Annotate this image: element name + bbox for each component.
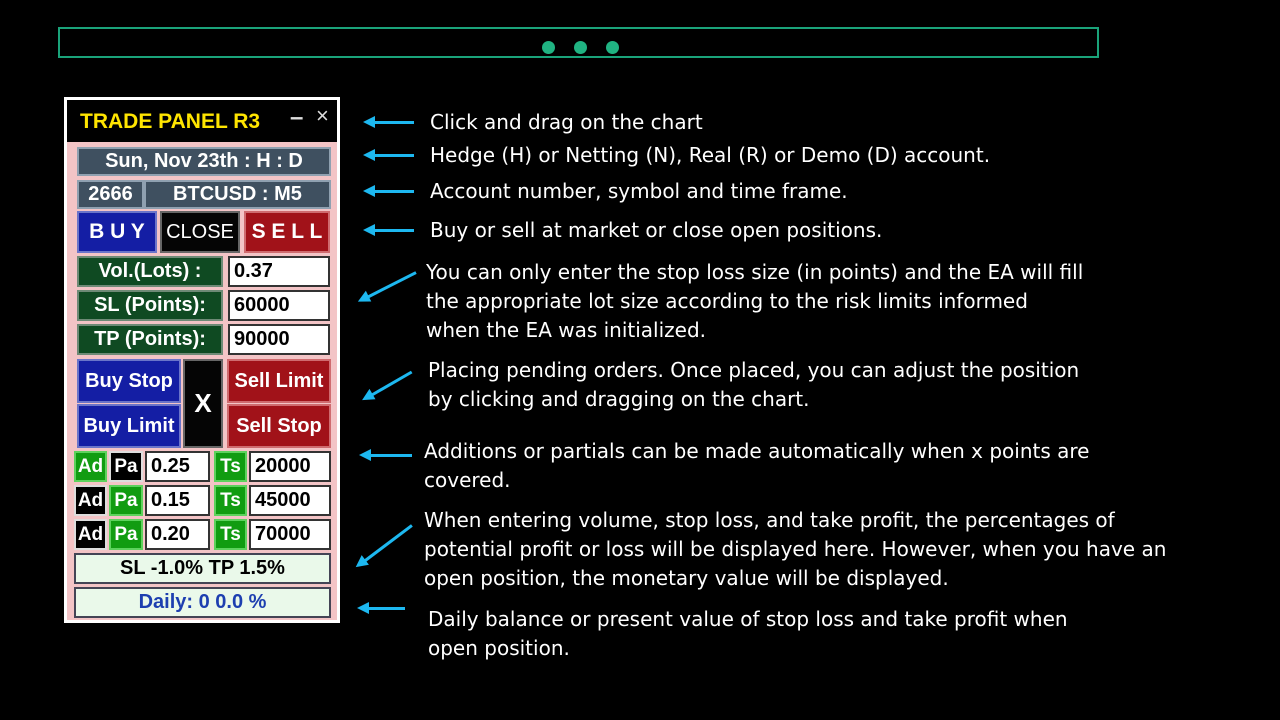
note-percent-2: potential profit or loss will be displayed here. However, when you have an <box>424 537 1167 561</box>
tp-points-input[interactable]: 90000 <box>228 324 330 355</box>
note-stop-loss-2: the appropriate lot size according to the risk limits informed <box>426 289 1028 313</box>
arrow-left-icon <box>367 607 405 610</box>
sl-points-label: SL (Points): <box>77 290 223 321</box>
arrow-left-icon <box>373 154 414 157</box>
partial-volume-input[interactable]: 0.25 <box>145 451 210 482</box>
partial-volume-input[interactable]: 0.15 <box>145 485 210 516</box>
close-positions-button[interactable]: CLOSE <box>160 211 240 253</box>
partial-toggle[interactable]: Pa <box>109 485 143 516</box>
note-pending-2: by clicking and dragging on the chart. <box>428 387 810 411</box>
dot-icon <box>606 41 619 54</box>
sell-button[interactable]: S E L L <box>244 211 330 253</box>
trigger-points-input[interactable]: 70000 <box>249 519 331 550</box>
partial-volume-input[interactable]: 0.20 <box>145 519 210 550</box>
note-daily-2: open position. <box>428 636 570 660</box>
arrow-left-icon <box>373 229 414 232</box>
sl-points-input[interactable]: 60000 <box>228 290 330 321</box>
add-toggle[interactable]: Ad <box>74 451 107 482</box>
volume-label: Vol.(Lots) : <box>77 256 223 287</box>
trade-panel <box>64 97 340 623</box>
note-drag: Click and drag on the chart <box>430 110 703 134</box>
tp-points-label: TP (Points): <box>77 324 223 355</box>
panel-title: TRADE PANEL R3 <box>80 110 261 133</box>
sl-tp-percent-display: SL -1.0% TP 1.5% <box>74 553 331 584</box>
buy-stop-button[interactable]: Buy Stop <box>77 359 181 403</box>
arrow-left-icon <box>369 454 412 457</box>
volume-input[interactable]: 0.37 <box>228 256 330 287</box>
note-partials-1: Additions or partials can be made automatically when x points are <box>424 439 1090 463</box>
buy-button[interactable]: B U Y <box>77 211 157 253</box>
daily-balance-display: Daily: 0 0.0 % <box>74 587 331 618</box>
dot-icon <box>574 41 587 54</box>
note-percent-3: open position, the monetary value will be displayed. <box>424 566 949 590</box>
arrow-diagonal-icon <box>363 524 413 563</box>
close-button[interactable]: × <box>316 103 329 128</box>
trailing-toggle[interactable]: Ts <box>214 451 247 482</box>
note-account-symbol: Account number, symbol and time frame. <box>430 179 848 203</box>
window-top-bar <box>58 27 1099 58</box>
partial-toggle[interactable]: Pa <box>109 519 143 550</box>
sell-stop-button[interactable]: Sell Stop <box>227 404 331 448</box>
buy-limit-button[interactable]: Buy Limit <box>77 404 181 448</box>
dot-icon <box>542 41 555 54</box>
trigger-points-input[interactable]: 20000 <box>249 451 331 482</box>
minimize-button[interactable]: – <box>290 104 304 131</box>
note-stop-loss-3: when the EA was initialized. <box>426 318 707 342</box>
date-account-type: Sun, Nov 23th : H : D <box>77 147 331 176</box>
symbol-timeframe: BTCUSD : M5 <box>144 180 331 209</box>
note-pending-1: Placing pending orders. Once placed, you can adjust the position <box>428 358 1080 382</box>
trailing-toggle[interactable]: Ts <box>214 485 247 516</box>
note-stop-loss-1: You can only enter the stop loss size (in points) and the EA will fill <box>426 260 1084 284</box>
cancel-pending-button[interactable]: X <box>183 359 223 448</box>
arrow-diagonal-icon <box>370 371 412 397</box>
note-account-type: Hedge (H) or Netting (N), Real (R) or Demo (D) account. <box>430 143 991 167</box>
note-market-orders: Buy or sell at market or close open positions. <box>430 218 883 242</box>
trailing-toggle[interactable]: Ts <box>214 519 247 550</box>
arrow-diagonal-icon <box>366 271 416 299</box>
partial-toggle[interactable]: Pa <box>109 451 143 482</box>
sell-limit-button[interactable]: Sell Limit <box>227 359 331 403</box>
add-toggle[interactable]: Ad <box>74 485 107 516</box>
account-number: 2666 <box>77 180 144 209</box>
add-toggle[interactable]: Ad <box>74 519 107 550</box>
arrow-left-icon <box>373 190 414 193</box>
trigger-points-input[interactable]: 45000 <box>249 485 331 516</box>
note-percent-1: When entering volume, stop loss, and take profit, the percentages of <box>424 508 1115 532</box>
arrow-left-icon <box>373 121 414 124</box>
note-daily-1: Daily balance or present value of stop loss and take profit when <box>428 607 1068 631</box>
panel-title-bar[interactable] <box>67 100 337 142</box>
note-partials-2: covered. <box>424 468 511 492</box>
